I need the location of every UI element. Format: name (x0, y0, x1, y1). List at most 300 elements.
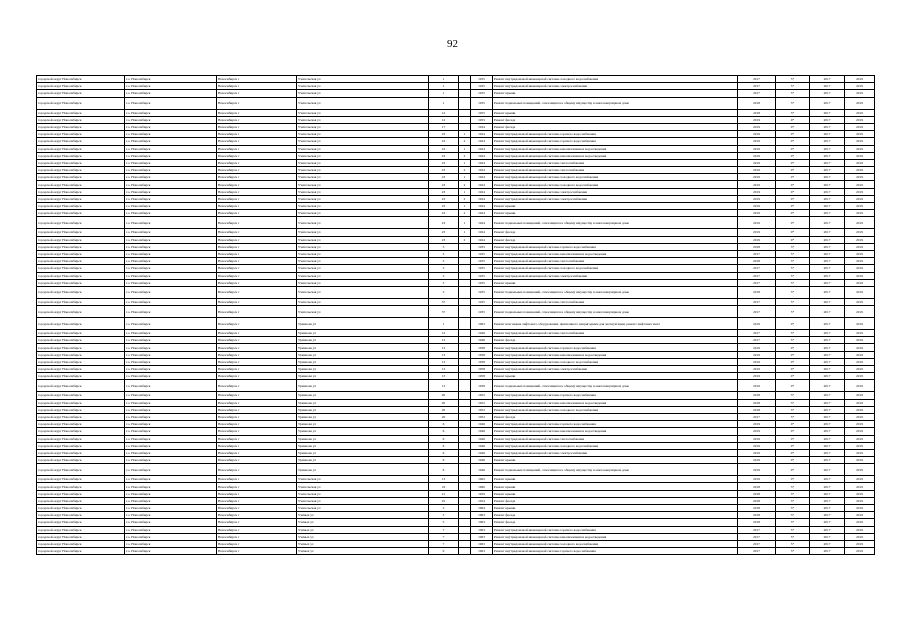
work-type-cell: Ремонт внутридомовой инженерной системы холодного водоснабжения (493, 265, 738, 272)
year-built-cell: 1946 (471, 457, 493, 464)
score-cell: 0* (776, 449, 810, 456)
period-end-cell: 2019 (845, 217, 875, 229)
table-row (37, 243, 875, 250)
period-end-cell: 2019 (845, 167, 875, 174)
settlement-cell: г.о. Новосибирск (125, 167, 217, 174)
house-cell: 23 (429, 203, 459, 210)
period-end-cell: 2019 (845, 380, 875, 392)
table-row (37, 519, 875, 526)
plan-year-cell: 2019 (738, 145, 776, 152)
period-start-cell: 2017 (810, 337, 845, 344)
period-start-cell: 2017 (810, 90, 845, 97)
year-built-cell: 1935 (471, 286, 493, 298)
work-type-cell: Ремонт внутридомовой инженерной системы теплоснабжения (493, 435, 738, 442)
work-type-cell: Ремонт внутридомовой инженерной системы канализования и водоотведения (493, 250, 738, 257)
table-row (37, 97, 875, 109)
building-cell: 1 (459, 159, 471, 166)
work-type-cell: Ремонт крыши (493, 210, 738, 217)
table-row (37, 351, 875, 358)
locality-cell: Новосибирск г (217, 217, 297, 229)
year-built-cell: 1952 (471, 413, 493, 420)
settlement-cell: г.о. Новосибирск (125, 413, 217, 420)
settlement-cell: г.о. Новосибирск (125, 318, 217, 330)
settlement-cell: г.о. Новосибирск (125, 195, 217, 202)
street-cell: Учёных ул (297, 533, 429, 540)
score-cell: 3* (776, 497, 810, 504)
plan-year-cell: 2018 (738, 399, 776, 406)
locality-cell: Новосибирск г (217, 229, 297, 236)
table-row (37, 195, 875, 202)
building-cell (459, 406, 471, 413)
period-start-cell: 2017 (810, 123, 845, 130)
plan-year-cell: 2017 (738, 265, 776, 272)
plan-year-cell: 2018 (738, 497, 776, 504)
score-cell: 3* (776, 505, 810, 512)
year-built-cell: 1935 (471, 250, 493, 257)
year-built-cell: 1954 (471, 497, 493, 504)
score-cell: 0* (776, 138, 810, 145)
period-start-cell: 2017 (810, 490, 845, 497)
locality-cell: Новосибирск г (217, 548, 297, 555)
period-end-cell: 2019 (845, 351, 875, 358)
work-type-cell: Ремонт подвальных помещений, относящихся к общему имуществу в многоквартирном доме (493, 306, 738, 318)
street-cell: Урманова ул (297, 406, 429, 413)
settlement-cell: г.о. Новосибирск (125, 519, 217, 526)
building-cell (459, 413, 471, 420)
settlement-cell: г.о. Новосибирск (125, 210, 217, 217)
work-type-cell: Ремонт внутридомовой инженерной системы теплоснабжения (493, 167, 738, 174)
locality-cell: Новосибирск г (217, 435, 297, 442)
plan-year-cell: 2018 (738, 519, 776, 526)
work-type-cell: Ремонт внутридомовой инженерной системы холодного водоснабжения (493, 181, 738, 188)
table-row (37, 159, 875, 166)
house-cell: 20 (429, 406, 459, 413)
score-cell: 3* (776, 483, 810, 490)
building-cell (459, 97, 471, 109)
settlement-cell: г.о. Новосибирск (125, 526, 217, 533)
house-cell: 1 (429, 90, 459, 97)
year-built-cell: 1963 (471, 519, 493, 526)
table-row (37, 497, 875, 504)
score-cell: 0* (776, 174, 810, 181)
plan-year-cell: 2017 (738, 413, 776, 420)
settlement-cell: г.о. Новосибирск (125, 351, 217, 358)
year-built-cell: 1924 (471, 229, 493, 236)
street-cell: Урманова ул (297, 330, 429, 337)
locality-cell: Новосибирск г (217, 358, 297, 365)
score-cell: 5* (776, 337, 810, 344)
building-cell (459, 344, 471, 351)
year-built-cell: 1946 (471, 421, 493, 428)
period-start-cell: 2017 (810, 406, 845, 413)
building-cell (459, 497, 471, 504)
house-cell: 3 (429, 243, 459, 250)
locality-cell: Новосибирск г (217, 406, 297, 413)
score-cell: 3* (776, 286, 810, 298)
period-end-cell: 2019 (845, 358, 875, 365)
year-built-cell: 1963 (471, 540, 493, 547)
street-cell: Учительская ул (297, 195, 429, 202)
period-end-cell: 2019 (845, 337, 875, 344)
street-cell: Учительская ул (297, 116, 429, 123)
score-cell: 0* (776, 428, 810, 435)
house-cell: 12 (429, 116, 459, 123)
settlement-cell: г.о. Новосибирск (125, 203, 217, 210)
work-type-cell: Ремонт крыши (493, 476, 738, 483)
period-end-cell: 2019 (845, 210, 875, 217)
building-cell (459, 358, 471, 365)
building-cell (459, 457, 471, 464)
municipality-cell: городской округ Новосибирск (37, 519, 125, 526)
settlement-cell: г.о. Новосибирск (125, 330, 217, 337)
municipality-cell: городской округ Новосибирск (37, 116, 125, 123)
period-end-cell: 2019 (845, 174, 875, 181)
house-cell: 20 (429, 413, 459, 420)
street-cell: Урманова ул (297, 464, 429, 476)
locality-cell: Новосибирск г (217, 306, 297, 318)
settlement-cell: г.о. Новосибирск (125, 109, 217, 116)
building-cell (459, 380, 471, 392)
municipality-cell: городской округ Новосибирск (37, 413, 125, 420)
work-type-cell: Ремонт внутридомовой инженерной системы электроснабжения (493, 366, 738, 373)
period-start-cell: 2017 (810, 435, 845, 442)
locality-cell: Новосибирск г (217, 298, 297, 305)
work-type-cell: Ремонт крыши (493, 90, 738, 97)
street-cell: Урманова ул (297, 380, 429, 392)
locality-cell: Новосибирск г (217, 159, 297, 166)
table-row (37, 413, 875, 420)
table-row (37, 540, 875, 547)
plan-year-cell: 2019 (738, 351, 776, 358)
table-row (37, 337, 875, 344)
building-cell (459, 243, 471, 250)
plan-year-cell: 2019 (738, 373, 776, 380)
plan-year-cell: 2019 (738, 203, 776, 210)
house-cell: 23 (429, 174, 459, 181)
street-cell: Урманова ул (297, 428, 429, 435)
period-start-cell: 2017 (810, 217, 845, 229)
work-type-cell: Ремонт подвальных помещений, относящихся к общему имуществу в многоквартирном доме (493, 97, 738, 109)
table-row (37, 373, 875, 380)
building-cell (459, 272, 471, 279)
building-cell (459, 330, 471, 337)
locality-cell: Новосибирск г (217, 195, 297, 202)
period-end-cell: 2019 (845, 250, 875, 257)
year-built-cell: 1924 (471, 145, 493, 152)
table-row (37, 279, 875, 286)
score-cell: 0* (776, 145, 810, 152)
settlement-cell: г.о. Новосибирск (125, 181, 217, 188)
period-end-cell: 2019 (845, 138, 875, 145)
work-type-cell: Ремонт крыши (493, 457, 738, 464)
score-cell: 5* (776, 548, 810, 555)
period-end-cell: 2019 (845, 286, 875, 298)
score-cell: 0* (776, 167, 810, 174)
house-cell: 20 (429, 392, 459, 399)
period-start-cell: 2017 (810, 497, 845, 504)
table-row (37, 217, 875, 229)
street-cell: Учительская ул (297, 483, 429, 490)
score-cell: 3* (776, 258, 810, 265)
settlement-cell: г.о. Новосибирск (125, 229, 217, 236)
house-cell: 6 (429, 421, 459, 428)
street-cell: Учительская ул (297, 123, 429, 130)
table-row (37, 152, 875, 159)
plan-year-cell: 2019 (738, 476, 776, 483)
municipality-cell: городской округ Новосибирск (37, 428, 125, 435)
score-cell: 3* (776, 490, 810, 497)
period-end-cell: 2019 (845, 195, 875, 202)
table-row (37, 131, 875, 138)
work-type-cell: Ремонт крыши (493, 203, 738, 210)
house-cell: 3 (429, 265, 459, 272)
score-cell: 0* (776, 318, 810, 330)
locality-cell: Новосибирск г (217, 243, 297, 250)
street-cell: Учительская ул (297, 109, 429, 116)
work-type-cell: Ремонт внутридомовой инженерной системы канализования и водоотведения (493, 399, 738, 406)
plan-year-cell: 2019 (738, 217, 776, 229)
municipality-cell: городской округ Новосибирск (37, 138, 125, 145)
building-cell: 1 (459, 131, 471, 138)
period-end-cell: 2019 (845, 449, 875, 456)
work-type-cell: Ремонт внутридомовой инженерной системы холодного водоснабжения (493, 76, 738, 83)
period-start-cell: 2017 (810, 145, 845, 152)
locality-cell: Новосибирск г (217, 428, 297, 435)
settlement-cell: г.о. Новосибирск (125, 421, 217, 428)
house-cell: 23 (429, 159, 459, 166)
house-cell: 12 (429, 330, 459, 337)
plan-year-cell: 2019 (738, 428, 776, 435)
house-cell: 6 (429, 457, 459, 464)
building-cell: 2 (459, 195, 471, 202)
municipality-cell: городской округ Новосибирск (37, 497, 125, 504)
period-end-cell: 2019 (845, 476, 875, 483)
street-cell: Учёных ул (297, 540, 429, 547)
municipality-cell: городской округ Новосибирск (37, 380, 125, 392)
period-start-cell: 2017 (810, 306, 845, 318)
street-cell: Урманова ул (297, 449, 429, 456)
street-cell: Учительская ул (297, 258, 429, 265)
street-cell: Учительская ул (297, 83, 429, 90)
score-cell: 0* (776, 203, 810, 210)
period-start-cell: 2017 (810, 373, 845, 380)
year-built-cell: 1958 (471, 380, 493, 392)
building-cell (459, 116, 471, 123)
municipality-cell: городской округ Новосибирск (37, 109, 125, 116)
table-row (37, 76, 875, 83)
score-cell: 0* (776, 421, 810, 428)
plan-year-cell: 2018 (738, 243, 776, 250)
house-cell: 23 (429, 210, 459, 217)
settlement-cell: г.о. Новосибирск (125, 366, 217, 373)
score-cell: 5* (776, 330, 810, 337)
municipality-cell: городской округ Новосибирск (37, 548, 125, 555)
locality-cell: Новосибирск г (217, 181, 297, 188)
score-cell: 3* (776, 243, 810, 250)
building-cell (459, 399, 471, 406)
score-cell: 0* (776, 195, 810, 202)
period-start-cell: 2017 (810, 392, 845, 399)
plan-year-cell: 2017 (738, 548, 776, 555)
municipality-cell: городской округ Новосибирск (37, 159, 125, 166)
settlement-cell: г.о. Новосибирск (125, 512, 217, 519)
period-end-cell: 2019 (845, 229, 875, 236)
locality-cell: Новосибирск г (217, 533, 297, 540)
settlement-cell: г.о. Новосибирск (125, 428, 217, 435)
locality-cell: Новосибирск г (217, 490, 297, 497)
street-cell: Учительская ул (297, 298, 429, 305)
score-cell: 5* (776, 540, 810, 547)
score-cell: 5* (776, 413, 810, 420)
street-cell: Учительская ул (297, 97, 429, 109)
house-cell: 13 (429, 344, 459, 351)
score-cell: 3* (776, 97, 810, 109)
page-number: 92 (447, 38, 458, 50)
period-start-cell: 2017 (810, 399, 845, 406)
score-cell: 3* (776, 519, 810, 526)
year-built-cell: 1924 (471, 131, 493, 138)
period-start-cell: 2017 (810, 195, 845, 202)
work-type-cell: Ремонт подвальных помещений, относящихся к общему имуществу в многоквартирном доме (493, 286, 738, 298)
locality-cell: Новосибирск г (217, 442, 297, 449)
building-cell (459, 512, 471, 519)
settlement-cell: г.о. Новосибирск (125, 131, 217, 138)
plan-year-cell: 2019 (738, 366, 776, 373)
locality-cell: Новосибирск г (217, 380, 297, 392)
work-type-cell: Ремонт фасада (493, 123, 738, 130)
year-built-cell: 1935 (471, 258, 493, 265)
street-cell: Учительская ул (297, 217, 429, 229)
table-row (37, 380, 875, 392)
table-row (37, 265, 875, 272)
year-built-cell: 1963 (471, 526, 493, 533)
score-cell: 0* (776, 188, 810, 195)
building-cell (459, 306, 471, 318)
municipality-cell: городской округ Новосибирск (37, 330, 125, 337)
municipality-cell: городской округ Новосибирск (37, 236, 125, 243)
score-cell: 0* (776, 380, 810, 392)
building-cell (459, 442, 471, 449)
street-cell: Учительская ул (297, 476, 429, 483)
score-cell: 5* (776, 533, 810, 540)
table-row (37, 330, 875, 337)
municipality-cell: городской округ Новосибирск (37, 344, 125, 351)
house-cell: 23 (429, 236, 459, 243)
building-cell: 2 (459, 181, 471, 188)
settlement-cell: г.о. Новосибирск (125, 344, 217, 351)
score-cell: 5* (776, 526, 810, 533)
plan-year-cell: 2017 (738, 83, 776, 90)
score-cell: 0* (776, 152, 810, 159)
score-cell: 3* (776, 392, 810, 399)
score-cell: 3* (776, 406, 810, 413)
building-cell (459, 540, 471, 547)
plan-year-cell: 2019 (738, 116, 776, 123)
house-cell: 23 (429, 195, 459, 202)
plan-year-cell: 2017 (738, 298, 776, 305)
period-start-cell: 2017 (810, 188, 845, 195)
settlement-cell: г.о. Новосибирск (125, 533, 217, 540)
period-start-cell: 2017 (810, 380, 845, 392)
period-start-cell: 2017 (810, 505, 845, 512)
settlement-cell: г.о. Новосибирск (125, 243, 217, 250)
table-row (37, 358, 875, 365)
building-cell (459, 298, 471, 305)
locality-cell: Новосибирск г (217, 519, 297, 526)
plan-year-cell: 2019 (738, 344, 776, 351)
street-cell: Учительская ул (297, 76, 429, 83)
score-cell: 3* (776, 512, 810, 519)
work-type-cell: Ремонт внутридомовой инженерной системы теплоснабжения (493, 298, 738, 305)
table-row (37, 449, 875, 456)
period-end-cell: 2019 (845, 330, 875, 337)
street-cell: Учительская ул (297, 272, 429, 279)
street-cell: Учительская ул (297, 188, 429, 195)
locality-cell: Новосибирск г (217, 366, 297, 373)
table-row (37, 306, 875, 318)
period-start-cell: 2017 (810, 109, 845, 116)
period-start-cell: 2017 (810, 243, 845, 250)
work-type-cell: Ремонт внутридомовой инженерной системы электроснабжения (493, 188, 738, 195)
work-type-cell: Ремонт крыши (493, 109, 738, 116)
score-cell: 0* (776, 435, 810, 442)
municipality-cell: городской округ Новосибирск (37, 533, 125, 540)
work-type-cell: Ремонт фасада (493, 116, 738, 123)
house-cell: 23 (429, 229, 459, 236)
period-start-cell: 2017 (810, 159, 845, 166)
table-row (37, 203, 875, 210)
year-built-cell: 1963 (471, 512, 493, 519)
street-cell: Учительская ул (297, 90, 429, 97)
settlement-cell: г.о. Новосибирск (125, 159, 217, 166)
building-cell (459, 490, 471, 497)
table-row (37, 483, 875, 490)
period-start-cell: 2017 (810, 76, 845, 83)
building-cell: 1 (459, 145, 471, 152)
work-type-cell: Ремонт крыши (493, 279, 738, 286)
year-built-cell: 1958 (471, 358, 493, 365)
locality-cell: Новосибирск г (217, 392, 297, 399)
period-end-cell: 2019 (845, 464, 875, 476)
settlement-cell: г.о. Новосибирск (125, 483, 217, 490)
plan-year-cell: 2017 (738, 90, 776, 97)
house-cell: 3 (429, 279, 459, 286)
plan-year-cell: 2019 (738, 229, 776, 236)
score-cell: 0* (776, 373, 810, 380)
period-end-cell: 2019 (845, 279, 875, 286)
table-row (37, 526, 875, 533)
table-row (37, 272, 875, 279)
period-end-cell: 2019 (845, 505, 875, 512)
house-cell: 17 (429, 123, 459, 130)
table-row (37, 83, 875, 90)
locality-cell: Новосибирск г (217, 399, 297, 406)
plan-year-cell: 2017 (738, 279, 776, 286)
locality-cell: Новосибирск г (217, 90, 297, 97)
plan-year-cell: 2019 (738, 159, 776, 166)
street-cell: Учительская ул (297, 490, 429, 497)
work-type-cell: Ремонт внутридомовой инженерной системы горячего водоснабжения (493, 548, 738, 555)
locality-cell: Новосибирск г (217, 449, 297, 456)
locality-cell: Новосибирск г (217, 344, 297, 351)
building-cell (459, 366, 471, 373)
work-type-cell: Ремонт внутридомовой инженерной системы горячего водоснабжения (493, 526, 738, 533)
work-type-cell: Ремонт или замена лифтового оборудования, признанного непригодным для эксплуатации, ремонт лифтовых шахт (493, 318, 738, 330)
street-cell: Учительская ул (297, 174, 429, 181)
score-cell: 0* (776, 229, 810, 236)
municipality-cell: городской округ Новосибирск (37, 123, 125, 130)
table-row (37, 399, 875, 406)
